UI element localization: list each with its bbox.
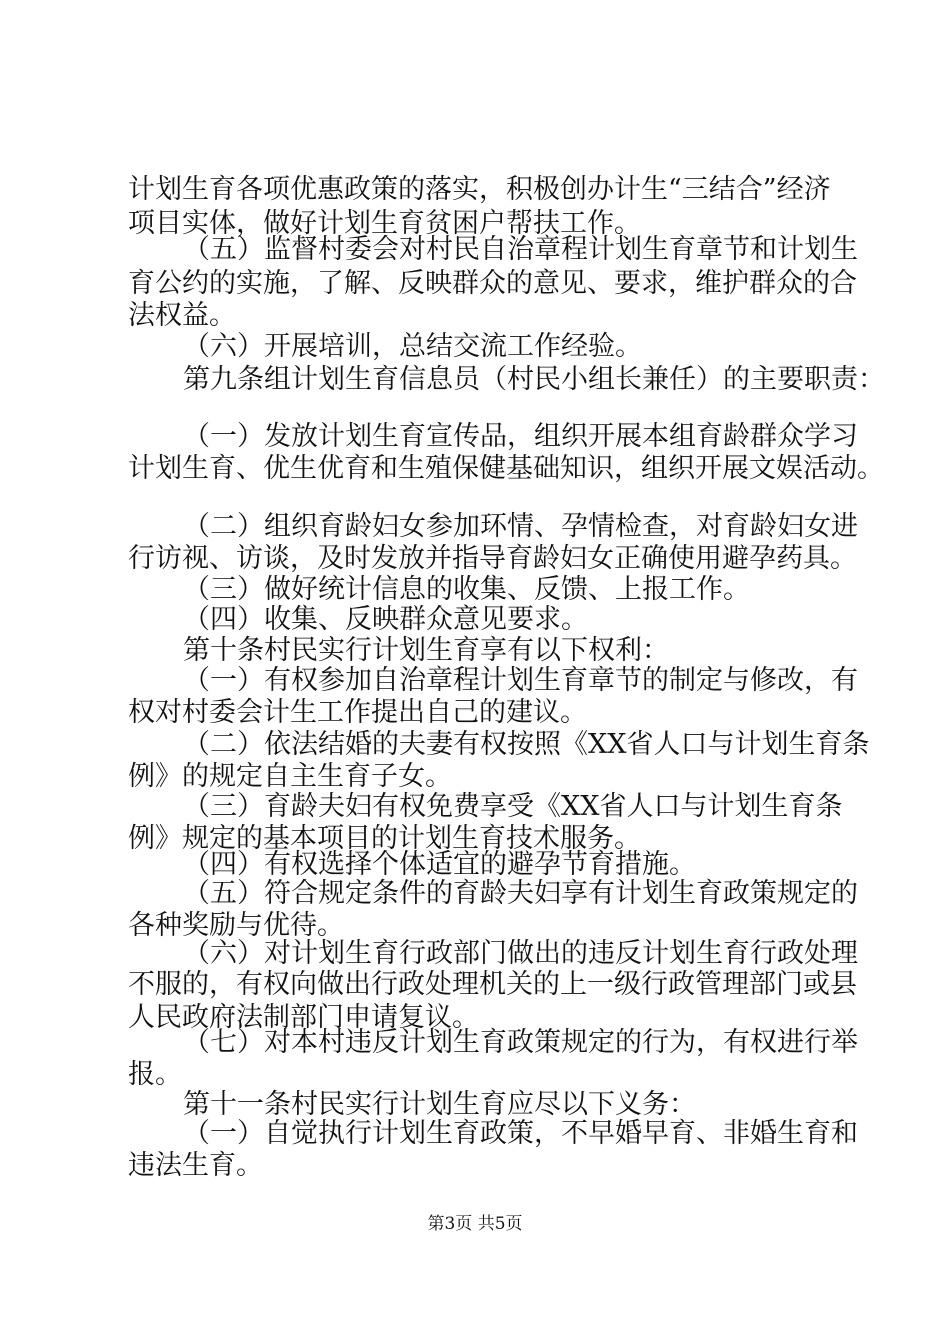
text-line: （四）有权选择个体适宜的避孕节育措施。	[183, 849, 696, 880]
text-line: （三）育龄夫妇有权免费享受《XX省人口与计划生育条	[183, 791, 843, 822]
text-line: 计划生育、优生优育和生殖保健基础知识，组织开展文娱活动。	[128, 453, 884, 484]
text-line: 各种奖励与优待。	[128, 910, 344, 941]
text-line: 第九条组计划生育信息员（村民小组长兼任）的主要职责：	[183, 364, 885, 395]
page-number-footer: 第3页 共5页	[427, 1214, 523, 1234]
text-line: 不服的，有权向做出行政处理机关的上一级行政管理部门或县	[128, 969, 857, 1000]
text-line: （二）依法结婚的夫妻有权按照《XX省人口与计划生育条	[183, 729, 870, 760]
text-line: 权对村委会计生工作提出自己的建议。	[128, 697, 587, 728]
text-line: （六）对计划生育行政部门做出的违反计划生育行政处理	[183, 938, 858, 969]
text-line: 违法生育。	[128, 1150, 263, 1181]
text-line: 例》规定的基本项目的计划生育技术服务。	[128, 823, 641, 854]
text-line: （三）做好统计信息的收集、反馈、上报工作。	[183, 574, 750, 605]
text-line: （一）有权参加自治章程计划生育章节的制定与修改，有	[183, 665, 858, 696]
text-line: （六）开展培训，总结交流工作经验。	[183, 331, 642, 362]
text-line: 法权益。	[128, 300, 236, 331]
text-line: 第十一条村民实行计划生育应尽以下义务：	[183, 1089, 696, 1120]
text-line: （五）监督村委会对村民自治章程计划生育章节和计划生	[183, 234, 858, 265]
text-line: 例》的规定自主生育子女。	[128, 761, 452, 792]
text-line: （二）组织育龄妇女参加环情、孕情检查，对育龄妇女进	[183, 511, 858, 542]
text-line: （五）符合规定条件的育龄夫妇享有计划生育政策规定的	[183, 878, 858, 909]
text-line: 行访视、访谈，及时发放并指导育龄妇女正确使用避孕药具。	[128, 543, 857, 574]
text-line: （七）对本村违反计划生育政策规定的行为，有权进行举	[183, 1027, 858, 1058]
text-line: 人民政府法制部门申请复议。	[128, 1002, 479, 1033]
text-line: 第十条村民实行计划生育享有以下权利：	[183, 635, 669, 666]
text-line: （一）发放计划生育宣传品，组织开展本组育龄群众学习	[183, 421, 858, 452]
text-line: 报。	[128, 1059, 182, 1090]
text-line: （四）收集、反映群众意见要求。	[183, 604, 588, 635]
text-line: （一）自觉执行计划生育政策，不早婚早育、非婚生育和	[183, 1118, 858, 1149]
text-line: 育公约的实施，了解、反映群众的意见、要求，维护群众的合	[128, 268, 857, 299]
text-line: 项目实体，做好计划生育贫困户帮扶工作。	[128, 208, 641, 239]
text-line: 计划生育各项优惠政策的落实，积极创办计生“三结合”经济	[128, 174, 831, 205]
